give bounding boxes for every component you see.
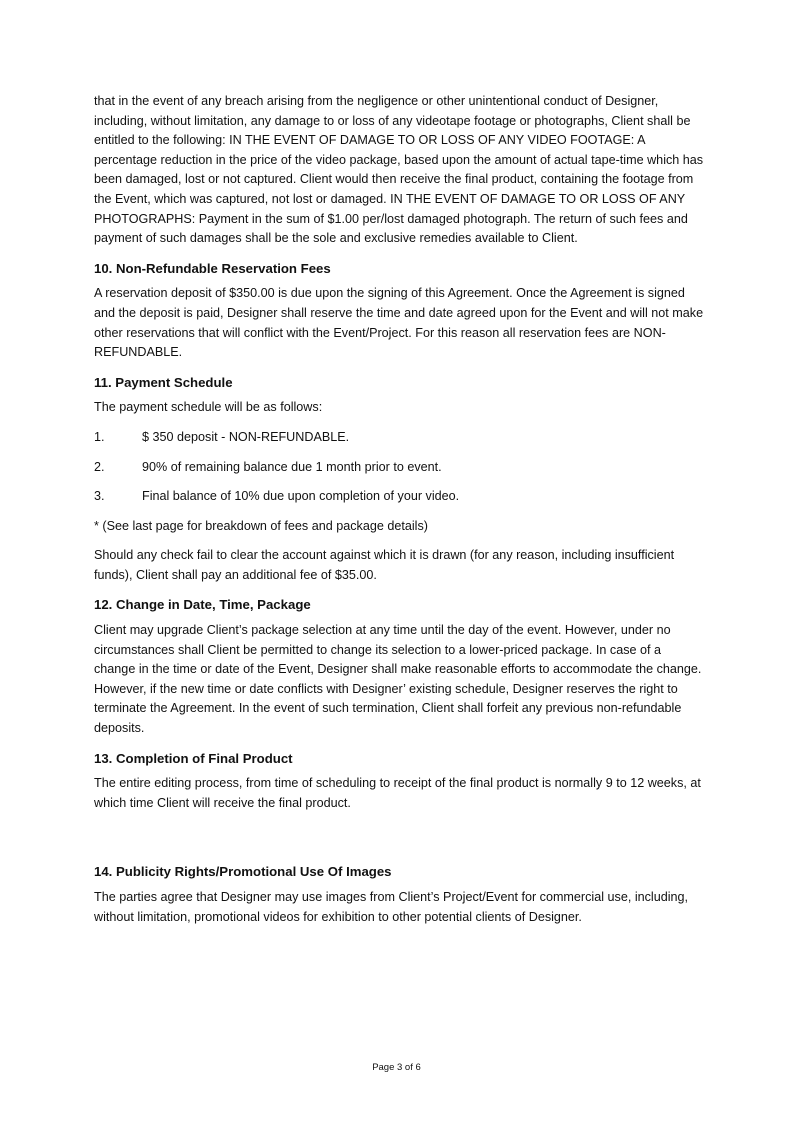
spacer (94, 823, 704, 853)
payment-item-number: 1. (94, 429, 105, 444)
section-11-intro: The payment schedule will be as follows: (94, 400, 323, 415)
section-12-heading: 12. Change in Date, Time, Package (94, 597, 311, 613)
section-13-body: The entire editing process, from time of scheduling to receipt of the final product is normally 9 to 12 weeks, at which time Client will receive the final product. (94, 776, 701, 810)
intro-paragraph: that in the event of any breach arising from the negligence or other unintentional conduct of Designer, including, without limitation, any damage to or loss of any videotape footage or photographs, Client shall be entitled to the following: IN THE EVENT OF DAMAGE TO OR LOSS OF ANY VIDEO FOOTAGE: A percentage reduction in the price of the video package, based upon the amount of actual tape-time which has been damaged, lost or not captured. Client would then receive the final product, containing the footage from the Event, which was captured, not lost or damaged. IN THE EVENT OF DAMAGE TO OR LOSS OF ANY PHOTOGRAPHS: Payment in the sum of $1.00 per/lost damaged photograph. The return of such fees and payment of such damages shall be the sole and exclusive remedies available to Client. (94, 94, 704, 246)
page-number-label: Page 3 of 6 (372, 1062, 421, 1073)
payment-item-text: 90% of remaining balance due 1 month prior to event. (142, 459, 442, 474)
payment-item-text: $ 350 deposit - NON-REFUNDABLE. (142, 429, 350, 444)
section-10-heading: 10. Non-Refundable Reservation Fees (94, 260, 331, 276)
payment-item-text: Final balance of 10% due upon completion of your video. (142, 489, 460, 504)
section-11-heading: 11. Payment Schedule (94, 374, 233, 390)
section-14-heading: 14. Publicity Rights/Promotional Use Of Images (94, 864, 392, 880)
payment-item-1 (94, 428, 704, 448)
fees-note: * (See last page for breakdown of fees and package details) (94, 518, 428, 533)
section-14-body: The parties agree that Designer may use images from Client’s Project/Event for commercial use, including, without limitation, promotional videos for exhibition to other potential clients of Designer. (94, 890, 689, 924)
section-10-body: A reservation deposit of $350.00 is due upon the signing of this Agreement. Once the Agreement is signed and the deposit is paid, Designer shall reserve the time and date agreed upon for the Event and will not make other reservations that will conflict with the Event/Project. For this reason all reservation fees are NON-REFUNDABLE. (94, 286, 704, 360)
payment-item-3 (94, 487, 704, 507)
section-12-body: Client may upgrade Client’s package selection at any time until the day of the event. However, under no circumstances shall Client be permitted to change its selection to a lower-priced package. In case of a change in the time or date of the Event, Designer shall make reasonable efforts to accommodate the change. However, if the new time or date conflicts with Designer’ existing schedule, Designer reserves the right to terminate the Agreement. In the event of such termination, Client shall forfeit any previous non-refundable deposits. (94, 623, 702, 736)
payment-item-number: 2. (94, 459, 105, 474)
check-clause: Should any check fail to clear the account against which it is drawn (for any reason, including insufficient funds), Client shall pay an additional fee of $35.00. (94, 548, 675, 582)
page-footer (0, 1062, 793, 1074)
payment-item-2 (94, 458, 704, 478)
payment-item-number: 3. (94, 489, 105, 504)
section-13-heading: 13. Completion of Final Product (94, 750, 293, 766)
document-body (94, 92, 704, 937)
